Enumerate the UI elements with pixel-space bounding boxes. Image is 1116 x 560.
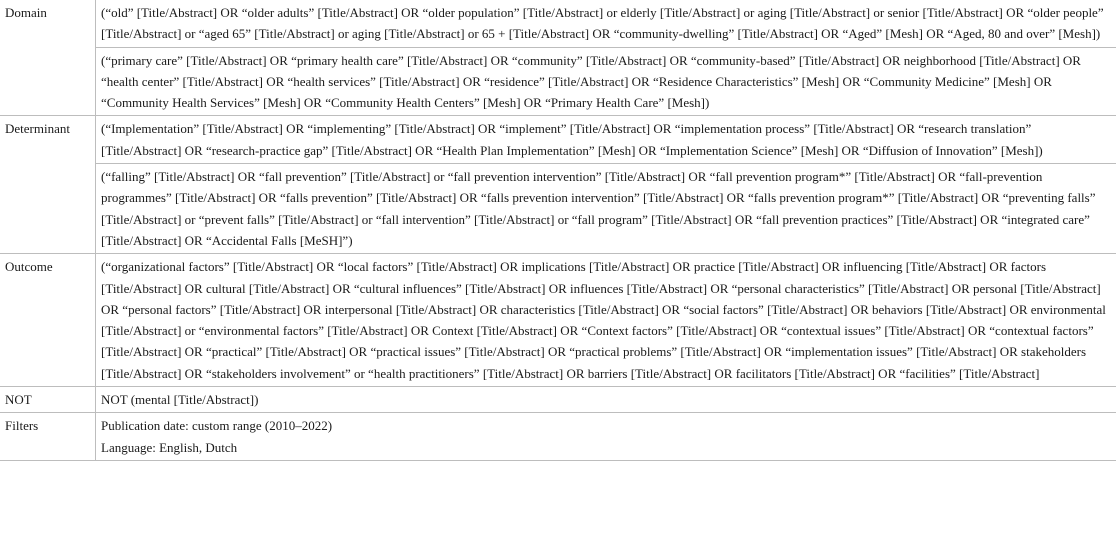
table-row [0,387,1116,413]
table-row [0,164,1116,254]
outcome-query-factors: (“organizational factors” [Title/Abstract] OR “local factors” [Title/Abstract] OR implications [Title/Abstract] OR practice [Title/Abstract] OR influencing [Title/Abstract] OR factors [Title/Abstract] OR cultural [Title/Abstract] OR “cultural influences” [Title/Abstract] OR influences [Title/Abstract] OR “personal characteristics” [Title/Abstract] OR personal [Title/Abstract] OR “personal factors” [Title/Abstract] OR interpersonal [Title/Abstract] OR characteristics [Title/Abstract] OR “social factors” [Title/Abstract] OR behaviors [Title/Abstract] OR environmental [Title/Abstract] or “environmental factors” [Title/Abstract] OR Context [Title/Abstract] OR “Context factors” [Title/Abstract] OR “contextual issues” [Title/Abstract] OR “contextual factors” [Title/Abstract] OR “practical” [Title/Abstract] OR “practical issues” [Title/Abstract] OR “practical problems” [Title/Abstract] OR “implementation issues” [Title/Abstract] OR stakeholders [Title/Abstract] OR “stakeholders involvement” or “health practitioners” [Title/Abstract] OR barriers [Title/Abstract] OR facilitators [Title/Abstract] OR “facilities” [Title/Abstract] [96,254,1116,387]
filter-publication-date: Publication date: custom range (2010–2022) [101,418,333,434]
row-label-filters: Filters [0,413,96,461]
determinant-query-fall-prevention: (“falling” [Title/Abstract] OR “fall prevention” [Title/Abstract] or “fall prevention intervention” [Title/Abstract] OR “fall prevention program*” [Title/Abstract] OR “fall-prevention programmes” [Title/Abstract] OR “falls prevention” [Title/Abstract] OR “falls prevention intervention” [Title/Abstract] OR “falls prevention program*” [Title/Abstract] OR “preventing falls” [Title/Abstract] or “prevent falls” [Title/Abstract] or “fall intervention” [Title/Abstract] or “fall program” [Title/Abstract] OR “fall prevention practices” [Title/Abstract] OR “integrated care” [Title/Abstract] OR “Accidental Falls [MeSH]”) [96,164,1116,254]
row-label-not: NOT [0,387,96,413]
domain-query-older-adults: (“old” [Title/Abstract] OR “older adults” [Title/Abstract] OR “older population” [Title/Abstract] or elderly [Title/Abstract] or aging [Title/Abstract] or senior [Title/Abstract] OR “older people” [Title/Abstract] or “aged 65” [Title/Abstract] or aging [Title/Abstract] or 65 + [Title/Abstract] OR “community-dwelling” [Title/Abstract] OR “Aged” [Mesh] OR “Aged, 80 and over” [Mesh]) [96,0,1116,47]
domain-query-primary-care: (“primary care” [Title/Abstract] OR “primary health care” [Title/Abstract] OR “community” [Title/Abstract] OR “community-based” [Title/Abstract] OR neighborhood [Title/Abstract] OR “health center” [Title/Abstract] OR “health services” [Title/Abstract] OR “residence” [Title/Abstract] OR “Residence Characteristics” [Mesh] OR “Community Medicine” [Mesh] OR “Community Health Services” [Mesh] OR “Community Health Centers” [Mesh] OR “Primary Health Care” [Mesh]) [96,47,1116,116]
row-label-outcome: Outcome [0,254,96,387]
determinant-query-implementation: (“Implementation” [Title/Abstract] OR “implementing” [Title/Abstract] OR “implement” [Title/Abstract] OR “implementation process” [Title/Abstract] OR “research translation” [Title/Abstract] OR “research-practice gap” [Title/Abstract] OR “Health Plan Implementation” [Mesh] OR “Implementation Science” [Mesh] OR “Diffusion of Innovation” [Mesh]) [96,116,1116,164]
table-row [0,47,1116,116]
row-label-domain: Domain [0,0,96,116]
table-row [0,116,1116,164]
row-label-determinant: Determinant [0,116,96,254]
filters-cell [96,413,1116,461]
table-row [0,0,1116,47]
filter-language: Language: English, Dutch [101,439,238,455]
table-row [0,413,1116,461]
not-query-mental: NOT (mental [Title/Abstract]) [96,387,1116,413]
table-row [0,254,1116,387]
